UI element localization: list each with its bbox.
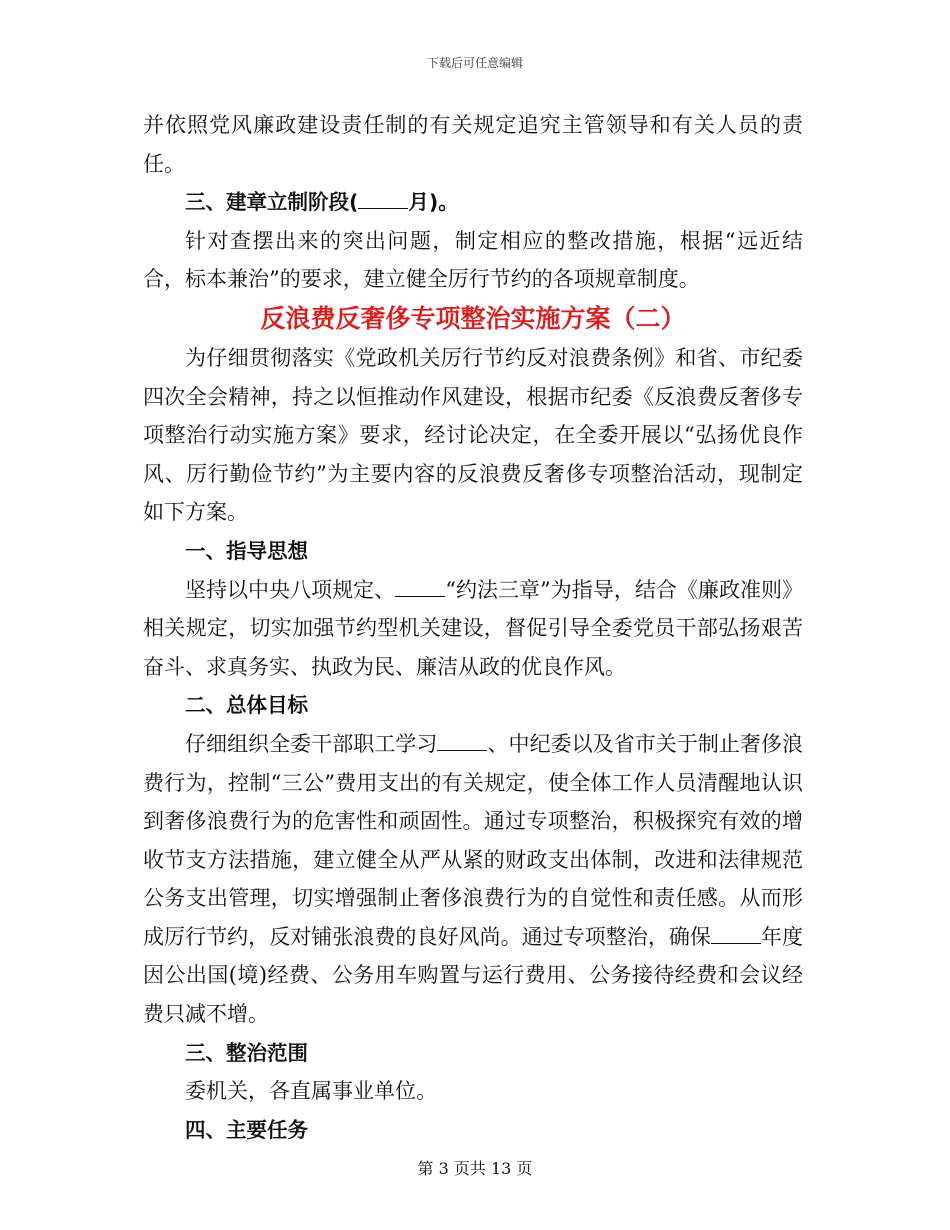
blank-line <box>437 749 487 751</box>
section-heading: 三、整治范围 <box>185 1040 308 1065</box>
document-title: 反浪费反奢侈专项整治实施方案（二） <box>260 303 686 333</box>
heading-text: 月)。 <box>408 190 459 215</box>
section-heading: 二、总体目标 <box>185 693 308 718</box>
paragraph-text: 、中纪委以及省市关于制止奢侈浪费行为，控制“三公”费用支出的有关规定，使全体工作人员清醒地认识到奢侈浪费行为的危害性和顽固性。通过专项整治，积极探究有效的增收节支方法措施，建立健全从严从紧的财政支出体制，改进和法律规范公务支出管理，切实增强制止奢侈浪费行为的自觉性和责任感。从而形成厉行节约，反对铺张浪费的良好风尚。通过专项整治，确保 <box>143 731 804 949</box>
paragraph: 并依照党风廉政建设责任制的有关规定追究主管领导和有关人员的责任。 <box>143 113 803 176</box>
paragraph-text: 坚持以中央八项规定、 <box>185 577 396 602</box>
paragraph: 委机关，各直属事业单位。 <box>185 1079 437 1104</box>
section-heading: 四、主要任务 <box>185 1117 308 1142</box>
paragraph-text: “约法三章”为指导，结合《廉政准则》相关规定，切实加强节约型机关建设，督促引导全委党员干部弘扬艰苦奋斗、求真务实、执政为民、廉洁从政的优良作风。 <box>143 577 803 679</box>
blank-line <box>711 942 761 944</box>
paragraph <box>143 725 803 1034</box>
paragraph: 为仔细贯彻落实《党政机关厉行节约反对浪费条例》和省、市纪委四次全会精神，持之以恒推动作风建设，根据市纪委《反浪费反奢侈专项整治行动实施方案》要求，经讨论决定，在全委开展以“弘扬优良作风、厉行勤俭节约”为主要内容的反浪费反奢侈专项整治活动，现制定如下方案。 <box>143 345 803 525</box>
paragraph-text: 年度因公出国(境)经费、公务用车购置与运行费用、公务接待经费和会议经费只减不增。 <box>143 924 804 1027</box>
blank-line <box>395 595 445 597</box>
heading-text: 三、建章立制阶段( <box>185 190 359 215</box>
section-heading <box>143 183 803 222</box>
blank-line <box>358 207 408 209</box>
paragraph <box>143 571 803 687</box>
paragraph: 针对查摆出来的突出问题，制定相应的整改措施，根据“远近结合，标本兼治”的要求，建立健全厉行节约的各项规章制度。 <box>143 228 803 292</box>
paragraph-text: 仔细组织全委干部职工学习 <box>185 731 438 756</box>
page-footer: 第 3 页共 13 页 <box>417 1159 533 1178</box>
document-body <box>143 106 803 1149</box>
section-heading: 一、指导思想 <box>185 538 308 563</box>
page-header: 下载后可任意编辑 <box>426 56 523 70</box>
